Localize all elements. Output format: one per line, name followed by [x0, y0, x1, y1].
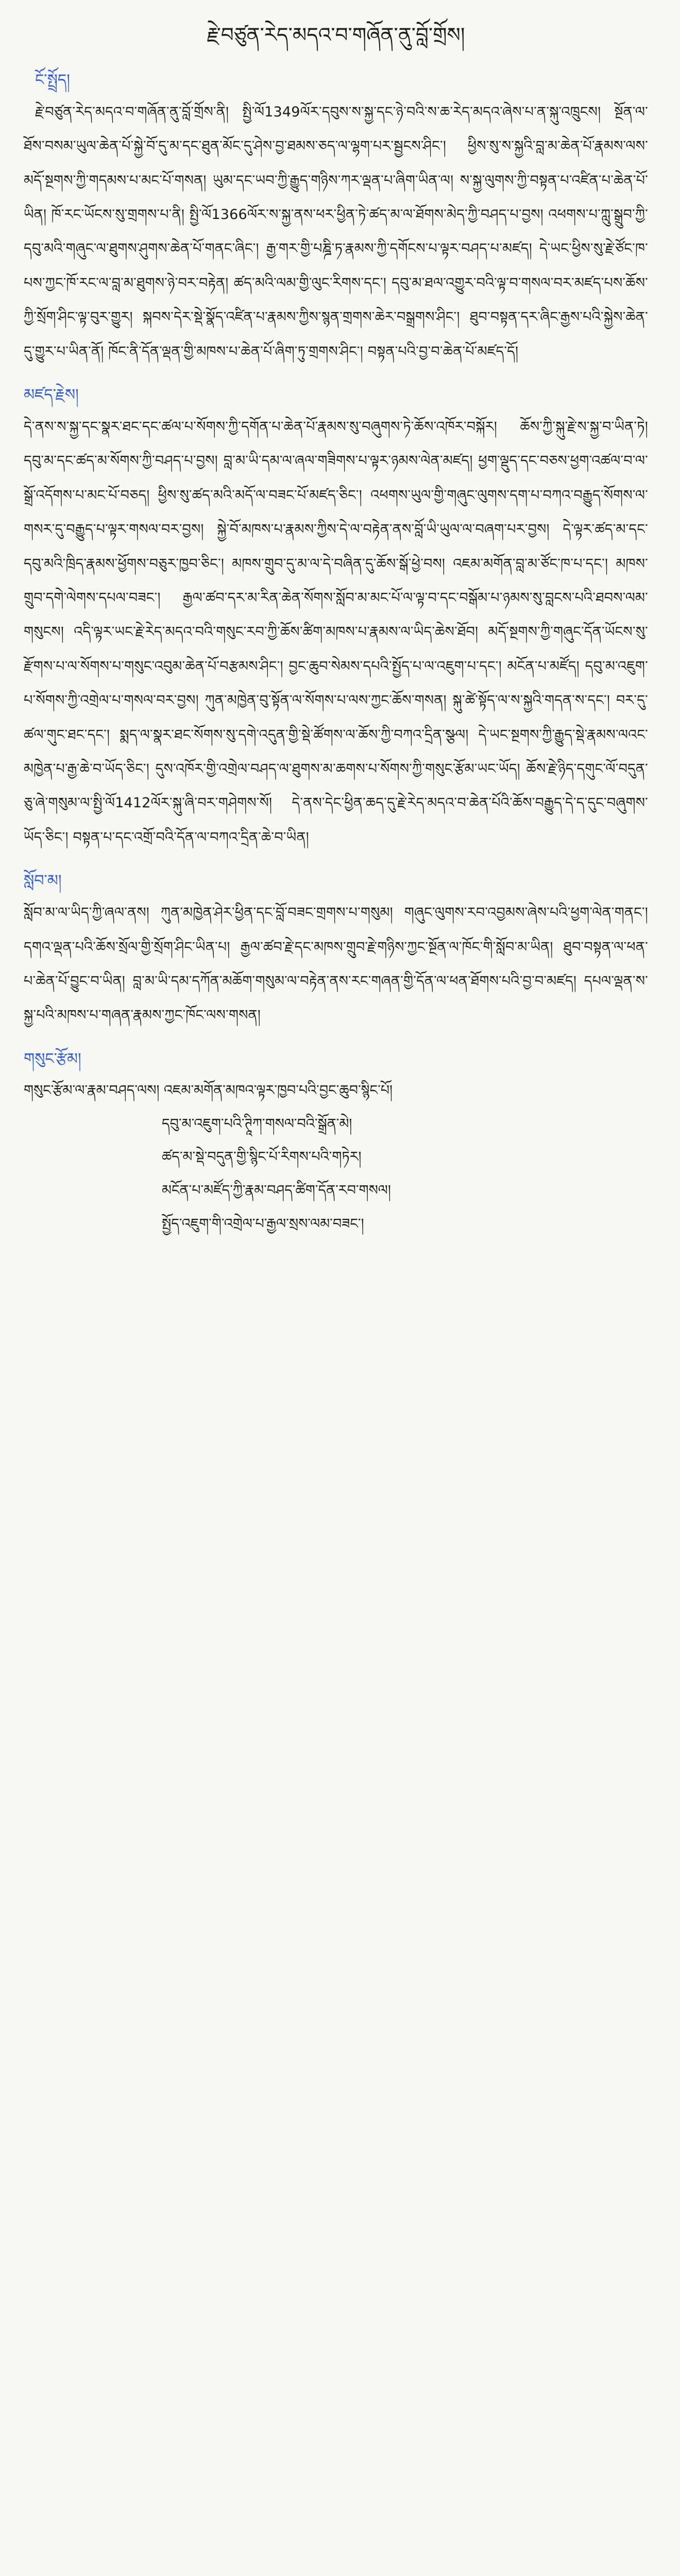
- verse-line: གསུང་རྩོམ་ལ་རྣམ་བཤད་ལས། འཇམ་མགོན་མཁའ་ལྟར་ཁྱབ་པའི་བྱང་ཆུབ་སྙིང་པོ།: [24, 1082, 393, 1098]
- section-paragraph-deeds: དེ་ནས་ས་སྐྱ་དང་སྣར་ཐང་དང་ཚལ་པ་སོགས་ཀྱི་དགོན་པ་ཆེན་པོ་རྣམས་སུ་བཞུགས་ཏེ་ཆོས་འཁོར་བསྐོར། ཆོས་ཀྱི་སྐུ་རྗེ་ས་སྐྱ་བ་ཡིན་ཏེ། དབུ་མ་དང་ཚད་མ་སོགས་ཀྱི་བཤད་པ་བྱས། བླ་མ་ཡི་དམ་ལ་ཞལ་གཟིགས་པ་ལྟར་ཉམས་ལེན་མཛད། ཕྱག་ལྡུད་དང་བཅས་ཕྱག་འཚལ་བ་ལ་སྒྲོ་འདོགས་པ་མང་པོ་བཅད། ཕྱིས་སུ་ཚད་མའི་མདོ་ལ་བཟང་པོ་མཛད་ཅིང་། འཕགས་ཡུལ་གྱི་གཞུང་ལུགས་དག་པ་བཀའ་བརྒྱུད་སོགས་ལ་གསར་དུ་བརྒྱུད་པ་ལྟར་གསལ་བར་བྱས། སྐྱེ་བོ་མཁས་པ་རྣམས་ཀྱིས་དེ་ལ་བརྟེན་ནས་བློ་ཡི་ཡུལ་ལ་བཞག་པར་བྱས། དེ་ལྟར་ཚད་མ་དང་དབུ་མའི་ཁྲིད་རྣམས་ཕྱོགས་བཅུར་ཁྱབ་ཅིང་། མཁས་གྲུབ་དུ་མ་ལ་དེ་བཞིན་དུ་ཆོས་སྒོ་ཕྱེ་བས། འཇམ་མགོན་བླ་མ་ཙོང་ཁ་པ་དང་། མཁས་གྲུབ་དགེ་ལེགས་དཔལ་བཟང་། རྒྱལ་ཚབ་དར་མ་རིན་ཆེན་སོགས་སློབ་མ་མང་པོ་ལ་ལྟ་བ་དང་བསྒོམ་པ་ཉམས་སུ་བླངས་པའི་ཐབས་ལམ་གསུངས། འདི་ལྟར་ཡང་རྗེ་རེད་མདའ་བའི་གསུང་རབ་ཀྱི་ཆོས་ཚིག་མཁས་པ་རྣམས་ལ་ཡིད་ཆེས་ཐོབ། མདོ་སྔགས་ཀྱི་གཞུང་དོན་ཡོངས་སུ་རྫོགས་པ་ལ་སོགས་པ་གསུང་འབུམ་ཆེན་པོ་བརྩམས་ཤིང་། བྱང་ཆུབ་སེམས་དཔའི་སྤྱོད་པ་ལ་འཇུག་པ་དང་། མངོན་པ་མཛོད། དབུ་མ་འཇུག་པ་སོགས་ཀྱི་འགྲེལ་པ་གསལ་བར་བྱས། ཀུན་མཁྱེན་བུ་སྟོན་ལ་སོགས་པ་ལས་ཀྱང་ཆོས་གསན། སྐུ་ཚེ་སྟོད་ལ་ས་སྐྱའི་གདན་ས་དང་། བར་དུ་ཚལ་གུང་ཐང་དང་། སྨད་ལ་སྣར་ཐང་སོགས་སུ་དགེ་འདུན་གྱི་སྡེ་ཚོགས་ལ་ཆོས་ཀྱི་བཀའ་དྲིན་སྩལ། དེ་ཡང་སྔགས་ཀྱི་རྒྱུད་སྡེ་རྣམས་ལའང་མཁྱེན་པ་རྒྱ་ཆེ་བ་ཡོད་ཅིང་། དུས་འཁོར་གྱི་འགྲེལ་བཤད་ལ་ཐུགས་མ་ཆགས་པ་སོགས་ཀྱི་གསུང་རྩོམ་ཡང་ཡོད། ཆོས་རྗེ་ཉིད་དགུང་ལོ་བདུན་ཅུ་ཞེ་གསུམ་ལ་སྤྱི་ལོ1412ལོར་སྐུ་ཞི་བར་གཤེགས་སོ། དེ་ནས་དེང་ཕྱིན་ཆད་དུ་རྗེ་རེད་མདའ་བ་ཆེན་པོའི་ཆོས་བརྒྱུད་དེ་ད་དུང་བཞུགས་ཡོད་ཅིང་། བསྟན་པ་དང་འགྲོ་བའི་དོན་ལ་བཀའ་དྲིན་ཆེ་བ་ཡིན།: [24, 418, 648, 845]
- verse-line: མངོན་པ་མཛོད་ཀྱི་རྣམ་བཤད་ཚིག་དོན་རབ་གསལ།: [162, 1182, 391, 1199]
- section-deeds: [24, 384, 648, 855]
- section-disciples: [24, 870, 648, 1033]
- section-heading-introduction: ངོ་སྤྲོད།: [35, 71, 70, 89]
- verse-line: དབུ་མ་འཇུག་པའི་ཊཱིཀ་གསལ་བའི་སྒྲོན་མེ།: [162, 1115, 352, 1132]
- section-paragraph-introduction: རྗེ་བཙུན་རེད་མདའ་བ་གཞོན་ནུ་བློ་གྲོས་ནི། སྤྱི་ལོ1349ལོར་དབུས་ས་སྐྱ་དང་ཉེ་བའི་ས་ཆ་རེད་མདའ་ཞེས་པ་ན་སྐུ་འཁྲུངས། སྔོན་ལ་ཐོས་བསམ་ཡུལ་ཆེན་པོ་སྐྱེ་བོ་དུ་མ་དང་ཐུན་མོང་དུ་ཤེས་བྱ་ཐམས་ཅད་ལ་ལྷག་པར་སྦྱངས་ཤིང་། ཕྱིས་སུ་ས་སྐྱའི་བླ་མ་ཆེན་པོ་རྣམས་ལས་མདོ་སྔགས་ཀྱི་གདམས་པ་མང་པོ་གསན། ཡུམ་དང་ཡབ་ཀྱི་རྒྱུད་གཉིས་ཀར་ལྡན་པ་ཞིག་ཡིན་ལ། ས་སྐྱ་ལུགས་ཀྱི་བསྟན་པ་འཛིན་པ་ཆེན་པོ་ཡིན། ཁོ་རང་ཡོངས་སུ་གྲགས་པ་ནི། སྤྱི་ལོ1366ལོར་ས་སྐྱ་ནས་ཕར་ཕྱིན་ཏེ་ཚད་མ་ལ་ཐོགས་མེད་ཀྱི་བཤད་པ་བྱས། འཕགས་པ་ཀླུ་སྒྲུབ་ཀྱི་དབུ་མའི་གཞུང་ལ་ཐུགས་ཤུགས་ཆེན་པོ་གནང་ཞིང་། རྒྱ་གར་གྱི་པཎྜི་ཏ་རྣམས་ཀྱི་དགོངས་པ་ལྟར་བཤད་པ་མཛད། དེ་ཡང་ཕྱིས་སུ་རྗེ་ཙོང་ཁ་པས་ཀྱང་ཁོ་རང་ལ་བླ་མ་ཐུགས་ཉེ་བར་བརྟེན། ཚད་མའི་ལམ་གྱི་ལུང་རིགས་དང་། དབུ་མ་ཐལ་འགྱུར་བའི་ལྟ་བ་གསལ་བར་མཛད་པས་ཆོས་ཀྱི་སྲོག་ཤིང་ལྟ་བུར་གྱུར། སྐབས་དེར་སྡེ་སྣོད་འཛིན་པ་རྣམས་ཀྱིས་སྙན་གྲགས་ཆེར་བསྒྲགས་ཤིང་། ཐུབ་བསྟན་དར་ཞིང་རྒྱས་པའི་སྐྱེས་ཆེན་དུ་གྱུར་པ་ཡིན་ནོ། ཁོང་ནི་དོན་ལྡན་གྱི་མཁས་པ་ཆེན་པོ་ཞིག་ཏུ་གྲགས་ཤིང་། བསྟན་པའི་བྱ་བ་ཆེན་པོ་མཛད་དོ།: [24, 104, 648, 360]
- section-compositions: [24, 1048, 648, 1241]
- section-heading-disciples: སློབ་མ།: [24, 872, 62, 890]
- section-introduction: [24, 70, 648, 369]
- verse-line: ཚད་མ་སྡེ་བདུན་གྱི་སྙིང་པོ་རིགས་པའི་གཏེར།: [162, 1149, 362, 1165]
- page-title: རྗེ་བཙུན་རེད་མདའ་བ་གཞོན་ནུ་བློ་གྲོས།: [207, 24, 465, 47]
- section-heading-deeds: མཛད་རྗེས།: [24, 385, 79, 404]
- section-heading-compositions: གསུང་རྩོམ།: [24, 1049, 81, 1068]
- section-paragraph-disciples: སློབ་མ་ལ་ཡིད་ཀྱི་ཞལ་ནས། ཀུན་མཁྱེན་ཤེར་ཕྱིན་དང་བློ་བཟང་གྲགས་པ་གསུམ། གཞུང་ལུགས་རབ་འབྱམས་ཞེས་པའི་ཕྱག་ལེན་གནང་། དགའ་ལྡན་པའི་ཆོས་སྲོལ་གྱི་སྲོག་ཤིང་ཡིན་པ། རྒྱལ་ཚབ་རྗེ་དང་མཁས་གྲུབ་རྗེ་གཉིས་ཀྱང་སྔོན་ལ་ཁོང་གི་སློབ་མ་ཡིན། ཐུབ་བསྟན་ལ་ཕན་པ་ཆེན་པོ་བྱུང་བ་ཡིན། བླ་མ་ཡི་དམ་དཀོན་མཆོག་གསུམ་ལ་བརྟེན་ནས་རང་གཞན་གྱི་དོན་ལ་ཕན་ཐོགས་པའི་བྱ་བ་མཛད། དཔལ་ལྡན་ས་སྐྱ་པའི་མཁས་པ་གཞན་རྣམས་ཀྱང་ཁོང་ལས་གསན།: [24, 905, 648, 1024]
- verse-line: སྤྱོད་འཇུག་གི་འགྲེལ་པ་རྒྱལ་སྲས་ལམ་བཟང་།: [162, 1216, 364, 1232]
- verse-block: [24, 1074, 648, 1241]
